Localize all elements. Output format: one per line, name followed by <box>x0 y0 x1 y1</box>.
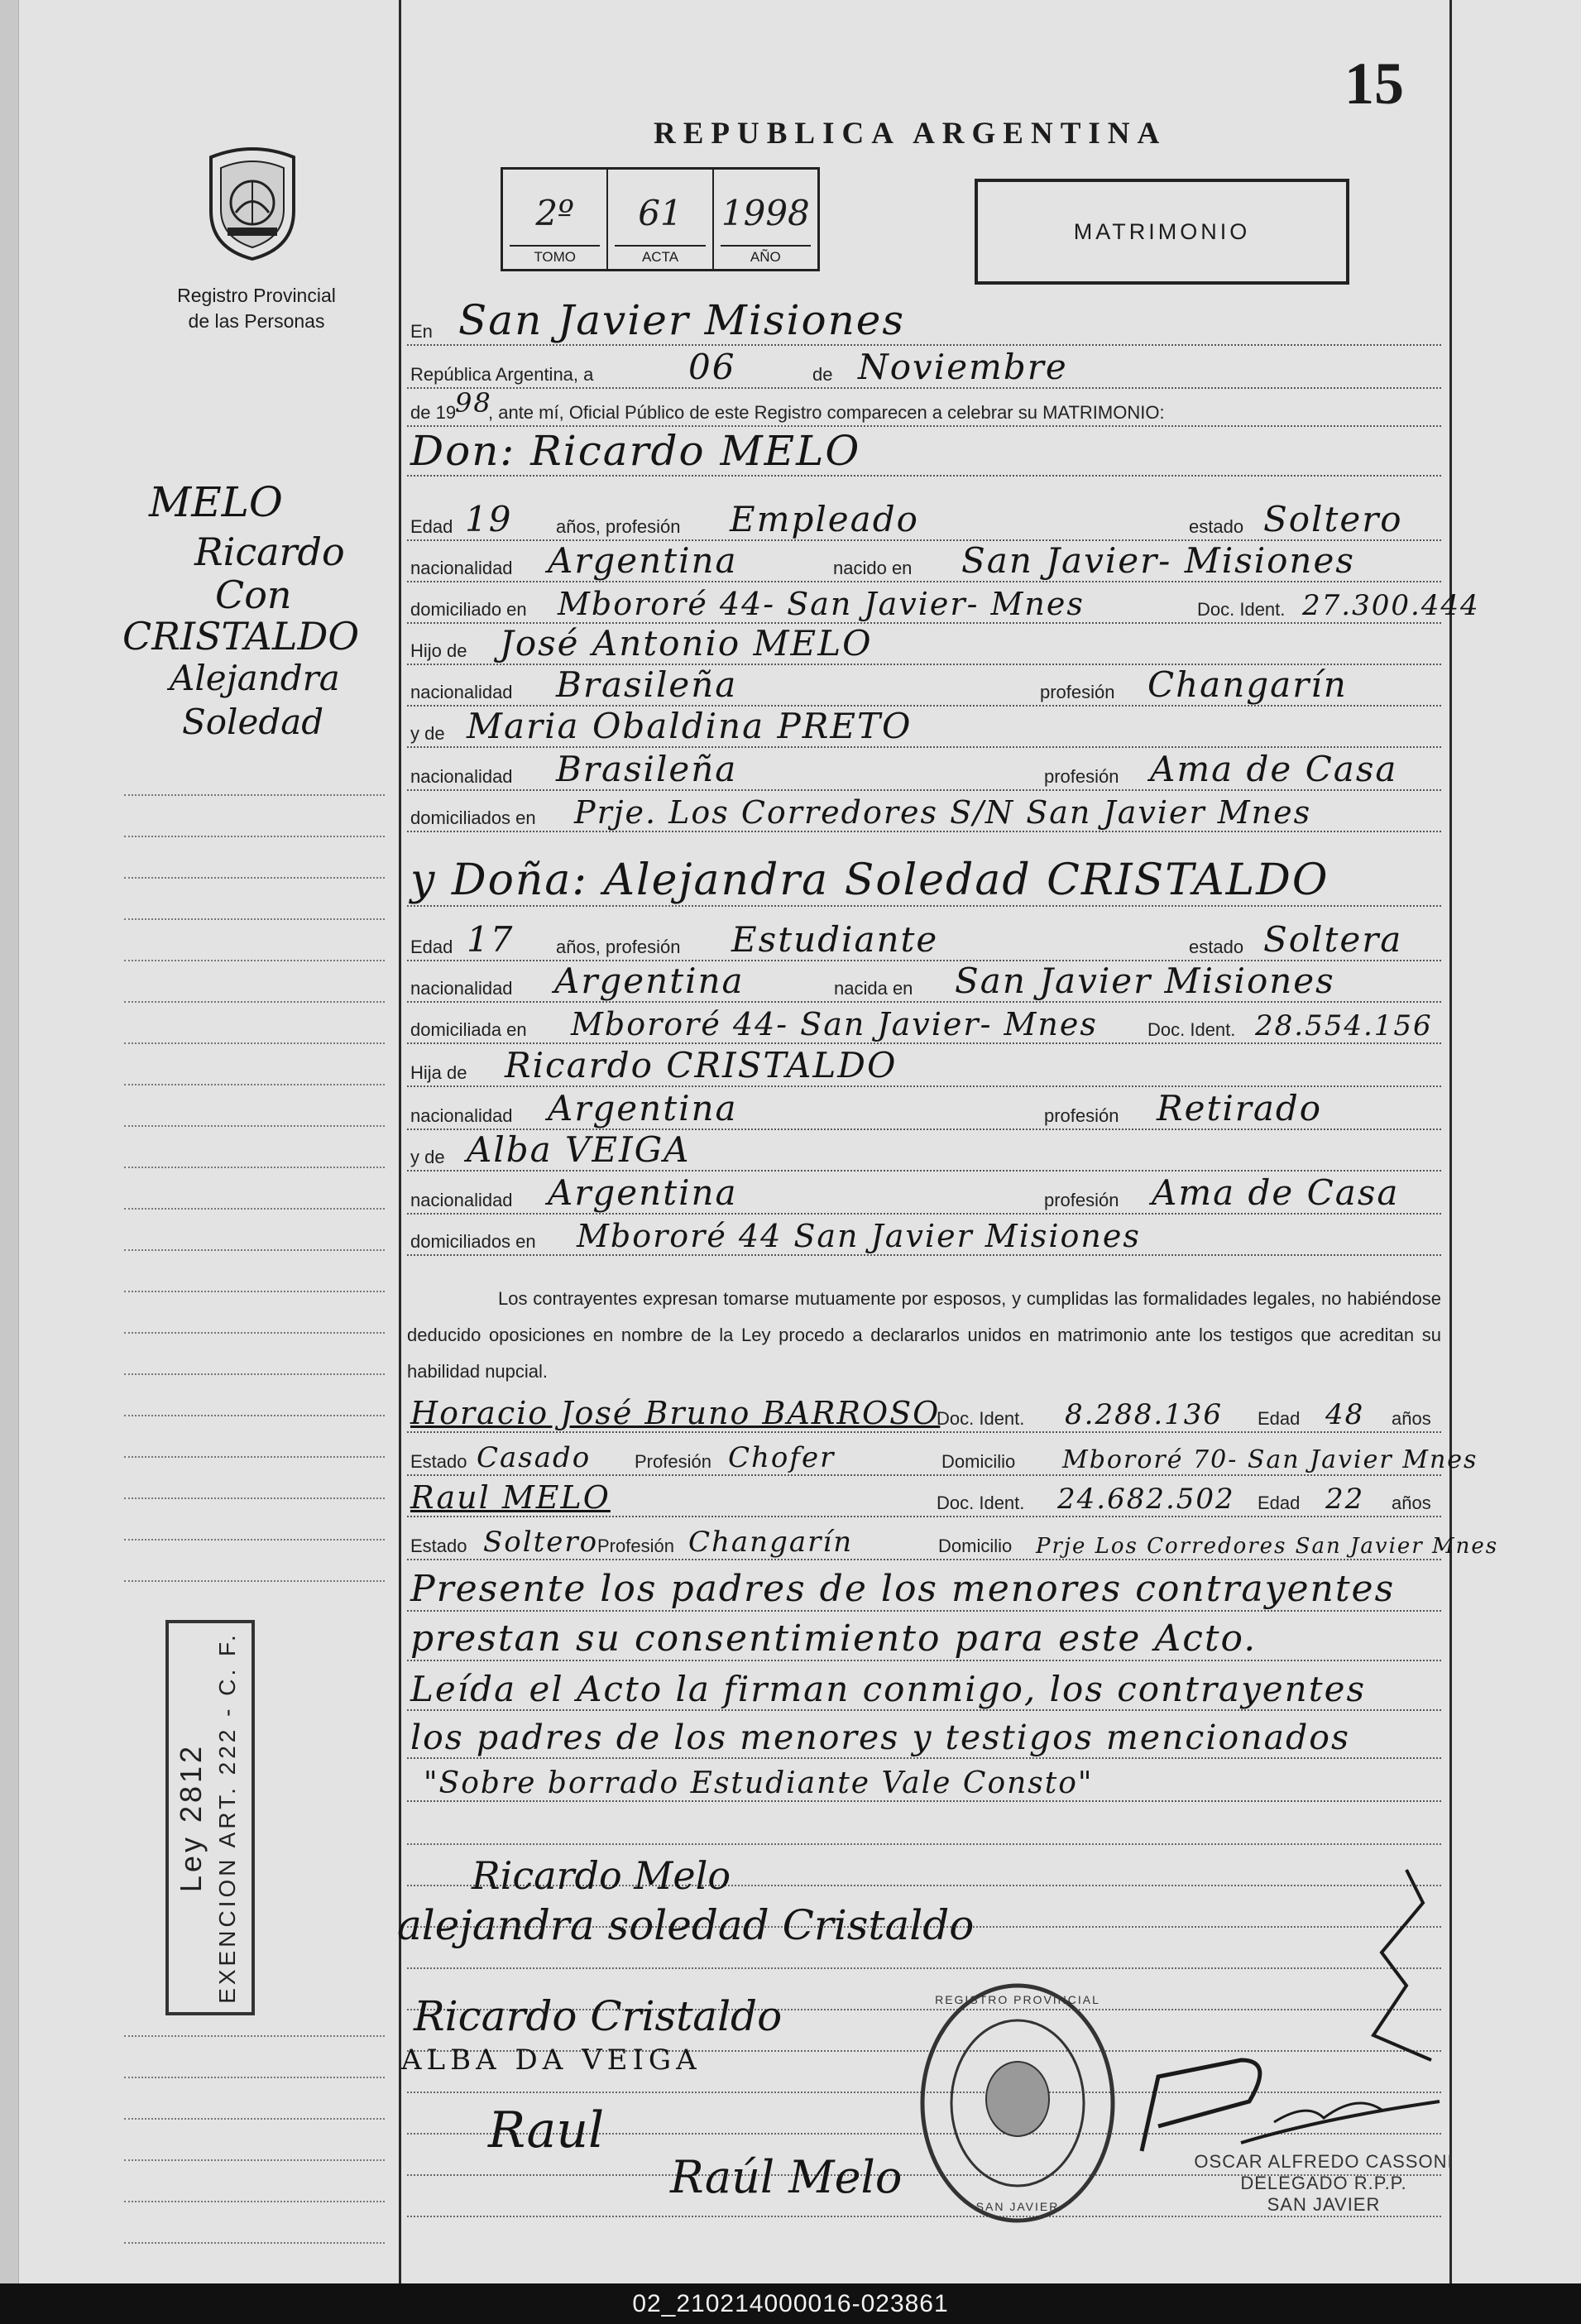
groom-nationality: Argentina <box>548 540 738 581</box>
witness2-age: 22 <box>1325 1483 1365 1516</box>
bride-document: 28.554.156 <box>1255 1009 1433 1042</box>
margin-line <box>124 918 385 920</box>
margin-line <box>124 2035 385 2037</box>
witness1-name: Horacio José Bruno BARROSO <box>410 1395 941 1431</box>
margin-line <box>124 877 385 879</box>
bride-address-row: domiciliada en Mbororé 44- San Javier- Mnes Doc. Ident. 28.554.156 <box>407 1008 1441 1044</box>
groom-father-row: Hijo de José Antonio MELO <box>407 629 1441 665</box>
margin-line <box>124 1497 385 1499</box>
margin-line <box>124 2242 385 2244</box>
groom-nationality-row: nacionalidad Argentina nacido en San Javier- Misiones <box>407 546 1441 582</box>
signature-witness2: Raúl Melo <box>670 2151 903 2203</box>
margin-line <box>124 1332 385 1334</box>
groom-profession: Empleado <box>730 499 919 539</box>
registry-name: Registro Provincial de las Personas <box>177 285 336 332</box>
groom-parents-address-row: domiciliados en Prje. Los Corredores S/N San Javier Mnes <box>407 796 1441 832</box>
note-line: los padres de los menores y testigos mencionados <box>410 1718 1351 1757</box>
margin-line <box>124 2077 385 2078</box>
note-row <box>407 1617 1441 1661</box>
margin-note-line: Soledad <box>182 702 324 742</box>
bride-nationality-row: nacionalidad Argentina nacida en San Javier Misiones <box>407 966 1441 1003</box>
groom-row <box>407 427 1441 477</box>
svg-text:REGISTRO PROVINCIAL: REGISTRO PROVINCIAL <box>935 1993 1100 2006</box>
groom-address-row: domiciliado en Mbororé 44- San Javier- Mnes Doc. Ident. 27.300.444 <box>407 587 1441 624</box>
record-number-box <box>501 167 820 271</box>
signature-bride-mother: ALBA DA VEIGA <box>401 2044 702 2077</box>
groom-mother-nat-row: nacionalidad Brasileña profesión Ama de Casa <box>407 755 1441 791</box>
document-title: REPUBLICA ARGENTINA <box>654 117 1167 151</box>
groom-father: José Antonio MELO <box>500 623 873 664</box>
margin-line <box>124 1001 385 1003</box>
bride-age-row: Edad 17 años, profesión Estudiante estado Soltera <box>407 925 1441 961</box>
margin-line <box>124 1456 385 1458</box>
bride-profession: Estudiante <box>731 919 939 960</box>
bride-mother-profession: Ama de Casa <box>1152 1172 1400 1213</box>
margin-note-line: CRISTALDO <box>122 614 360 659</box>
note-line: prestan su consentimiento para este Acto. <box>410 1617 1258 1660</box>
provincial-emblem-icon <box>203 145 302 261</box>
bride-nationality: Argentina <box>554 961 745 1001</box>
year-row: de 19 98 , ante mí, Oficial Público de este Registro comparecen a celebrar su MATRIMONIO: <box>407 399 1441 427</box>
margin-line <box>124 1208 385 1210</box>
place-value: San Javier Misiones <box>458 296 906 344</box>
margin-line <box>124 2201 385 2202</box>
signature-line <box>407 1843 1441 1845</box>
bride-mother-nationality: Argentina <box>548 1172 738 1213</box>
margin-line <box>124 960 385 961</box>
signature-bride-father: Ricardo Cristaldo <box>414 1992 783 2040</box>
witness2-status: Soltero <box>483 1526 599 1559</box>
place-row: En San Javier Misiones <box>407 313 1441 346</box>
witness1-age: 48 <box>1325 1398 1365 1431</box>
date-row: República Argentina, a 06 de Noviembre <box>407 356 1441 389</box>
bride-father-nat-row: nacionalidad Argentina profesión Retirado <box>407 1094 1441 1130</box>
margin-note-line: Ricardo <box>194 529 345 574</box>
note-row <box>407 1718 1441 1759</box>
margin-line <box>124 836 385 837</box>
bride-parents-address-row: domiciliados en Mbororé 44 San Javier Misiones <box>407 1220 1441 1256</box>
day-value: 06 <box>688 347 736 387</box>
bride-status: Soltera <box>1263 919 1403 960</box>
groom-address: Mbororé 44- San Javier- Mnes <box>558 586 1085 622</box>
witness1-status: Casado <box>477 1441 592 1474</box>
margin-note-line: Alejandra <box>170 658 340 698</box>
note-line: Presente los padres de los menores contrayentes <box>410 1568 1396 1610</box>
bride-mother-nat-row: nacionalidad Argentina profesión Ama de Casa <box>407 1178 1441 1215</box>
witness1-address: Mbororé 70- San Javier Mnes <box>1062 1445 1478 1474</box>
signature-groom: Ricardo Melo <box>472 1853 731 1898</box>
groom-mother-row: y de Maria Obaldina PRETO <box>407 712 1441 748</box>
margin-line <box>124 1291 385 1292</box>
note-line: Leída el Acto la firman conmigo, los contrayentes <box>410 1669 1366 1709</box>
groom-name: Don: Ricardo MELO <box>410 427 861 475</box>
margin-line <box>124 1373 385 1375</box>
witness2-document: 24.682.502 <box>1057 1483 1235 1516</box>
groom-birthplace: San Javier- Misiones <box>961 540 1355 581</box>
note-line: "Sobre borrado Estudiante Vale Consto" <box>424 1766 1094 1800</box>
registry-seal-icon <box>917 1979 1119 2227</box>
groom-father-nat-row: nacionalidad Brasileña profesión Changarín <box>407 670 1441 707</box>
official-signature-icon <box>1109 1853 1456 2168</box>
bride-parents-address: Mbororé 44 San Javier Misiones <box>577 1218 1141 1254</box>
witness1-row: Horacio José Bruno BARROSO Doc. Ident. 8.288.136 Edad 48 años <box>407 1397 1441 1433</box>
bride-name: y Doña: Alejandra Soledad CRISTALDO <box>410 855 1329 905</box>
year-value: 98 <box>455 387 492 419</box>
record-type-box: MATRIMONIO <box>975 179 1349 285</box>
tomo-cell: 2º TOMO <box>503 170 608 269</box>
bride-father-row: Hija de Ricardo CRISTALDO <box>407 1051 1441 1087</box>
image-filename: 02_210214000016-023861 <box>0 2283 1581 2324</box>
bride-father-nationality: Argentina <box>548 1088 738 1128</box>
groom-status: Soltero <box>1263 499 1403 539</box>
signature-bride: alejandra soledad Cristaldo <box>397 1901 975 1949</box>
signature-witness1: Raul <box>488 2101 605 2159</box>
margin-line <box>124 1415 385 1416</box>
margin-note-line: MELO <box>149 478 283 526</box>
bride-mother: Alba VEIGA <box>467 1129 691 1170</box>
anio-cell: 1998 AÑO <box>721 193 810 265</box>
margin-line <box>124 1249 385 1251</box>
page-number: 15 <box>1344 50 1404 117</box>
witness2-name: Raul MELO <box>410 1479 611 1516</box>
groom-father-profession: Changarín <box>1147 664 1348 705</box>
margin-line <box>124 794 385 796</box>
margin-line <box>124 2159 385 2161</box>
note-row <box>407 1764 1441 1802</box>
witness2-address: Prje Los Corredores San Javier Mnes <box>1036 1534 1499 1559</box>
groom-mother-nationality: Brasileña <box>556 749 738 789</box>
groom-age: 19 <box>465 499 513 539</box>
bride-mother-row: y de Alba VEIGA <box>407 1135 1441 1172</box>
groom-mother: Maria Obaldina PRETO <box>467 706 913 746</box>
witness2-profession: Changarín <box>688 1526 854 1559</box>
binding-edge <box>0 0 19 2283</box>
margin-line <box>124 1580 385 1582</box>
note-row <box>407 1570 1441 1612</box>
official-stamp: OSCAR ALFREDO CASSONI DELEGADO R.P.P. SAN JAVIER <box>1194 2151 1454 2215</box>
margin-line <box>124 1125 385 1127</box>
margin-line <box>124 1084 385 1085</box>
margin-line <box>124 1042 385 1044</box>
law-exemption-stamp: Ley 2812 EXENCION ART. 222 - C. F. <box>165 1620 255 2015</box>
bride-address: Mbororé 44- San Javier- Mnes <box>571 1006 1098 1042</box>
bride-birthplace: San Javier Misiones <box>955 961 1335 1001</box>
witness2-row: Raul MELO Doc. Ident. 24.682.502 Edad 22 años <box>407 1481 1441 1517</box>
margin-line <box>124 1167 385 1168</box>
witness2-details-row: Estado Soltero Profesión Changarín Domicilio Prje Los Corredores San Javier Mnes <box>407 1524 1441 1560</box>
margin-line <box>124 2118 385 2120</box>
groom-parents-address: Prje. Los Corredores S/N San Javier Mnes <box>574 794 1312 831</box>
declaration-text: Los contrayentes expresan tomarse mutuamente por esposos, y cumplidas las formalidades legales, no habiéndose deducido oposiciones en nombre de la Ley procedo a declararlos unidos en matrimonio ante los testigos que acreditan su habilidad nupcial. <box>407 1288 1441 1382</box>
margin-line <box>124 1539 385 1541</box>
witness1-profession: Chofer <box>728 1441 836 1474</box>
svg-text:SAN JAVIER: SAN JAVIER <box>975 2200 1060 2213</box>
note-row <box>407 1670 1441 1711</box>
bride-father: Ricardo CRISTALDO <box>505 1045 898 1085</box>
month-value: Noviembre <box>858 347 1068 387</box>
bride-father-profession: Retirado <box>1157 1088 1323 1128</box>
groom-mother-profession: Ama de Casa <box>1150 749 1398 789</box>
margin-note-line: Con <box>215 573 292 617</box>
groom-age-row: Edad 19 años, profesión Empleado estado Soltero <box>407 505 1441 541</box>
bride-age: 17 <box>467 919 515 960</box>
acta-cell: 61 ACTA <box>608 170 713 269</box>
bride-row <box>407 855 1441 907</box>
groom-document: 27.300.444 <box>1302 589 1480 622</box>
groom-father-nationality: Brasileña <box>556 664 738 705</box>
witness1-details-row: Estado Casado Profesión Chofer Domicilio Mbororé 70- San Javier Mnes <box>407 1440 1441 1476</box>
witness1-document: 8.288.136 <box>1065 1398 1224 1431</box>
